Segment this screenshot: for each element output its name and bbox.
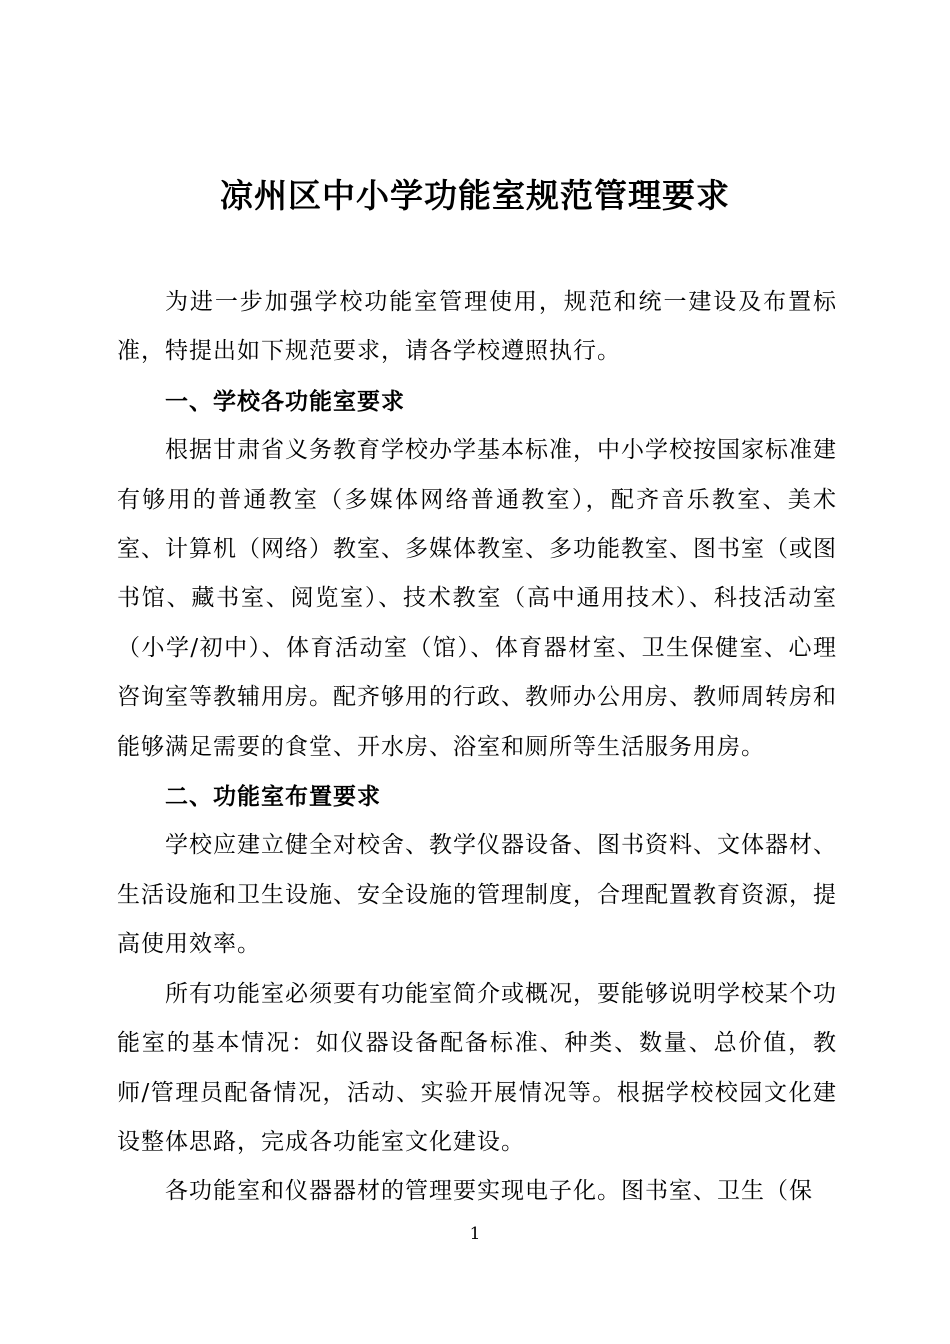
document-body bbox=[117, 278, 837, 1217]
intro-paragraph: 为进一步加强学校功能室管理使用，规范和统一建设及布置标准，特提出如下规范要求，请各学校遵照执行。 bbox=[117, 289, 837, 365]
section2-paragraph-3: 各功能室和仪器器材的管理要实现电子化。图书室、卫生（保 bbox=[165, 1178, 813, 1205]
section2-paragraph-2: 所有功能室必须要有功能室简介或概况，要能够说明学校某个功能室的基本情况：如仪器设备配备标准、种类、数量、总价值，教师/管理员配备情况，活动、实验开展情况等。根据学校校园文化建设整体思路，完成各功能室文化建设。 bbox=[117, 980, 837, 1155]
section-heading-2: 二、功能室布置要求 bbox=[165, 783, 381, 811]
document-title: 凉州区中小学功能室规范管理要求 bbox=[220, 176, 730, 215]
section1-paragraph: 根据甘肃省义务教育学校办学基本标准，中小学校按国家标准建有够用的普通教室（多媒体网络普通教室），配齐音乐教室、美术室、计算机（网络）教室、多媒体教室、多功能教室、图书室（或图书馆、藏书室、阅览室）、技术教室（高中通用技术）、科技活动室（小学/初中）、体育活动室（馆）、体育器材室、卫生保健室、心理咨询室等教辅用房。配齐够用的行政、教师办公用房、教师周转房和能够满足需要的食堂、开水房、浴室和厕所等生活服务用房。 bbox=[117, 437, 837, 760]
page-number: 1 bbox=[469, 1224, 481, 1244]
section2-paragraph-1: 学校应建立健全对校舍、教学仪器设备、图书资料、文体器材、生活设施和卫生设施、安全设施的管理制度，合理配置教育资源，提高使用效率。 bbox=[117, 832, 837, 958]
section-heading-1: 一、学校各功能室要求 bbox=[165, 387, 405, 415]
